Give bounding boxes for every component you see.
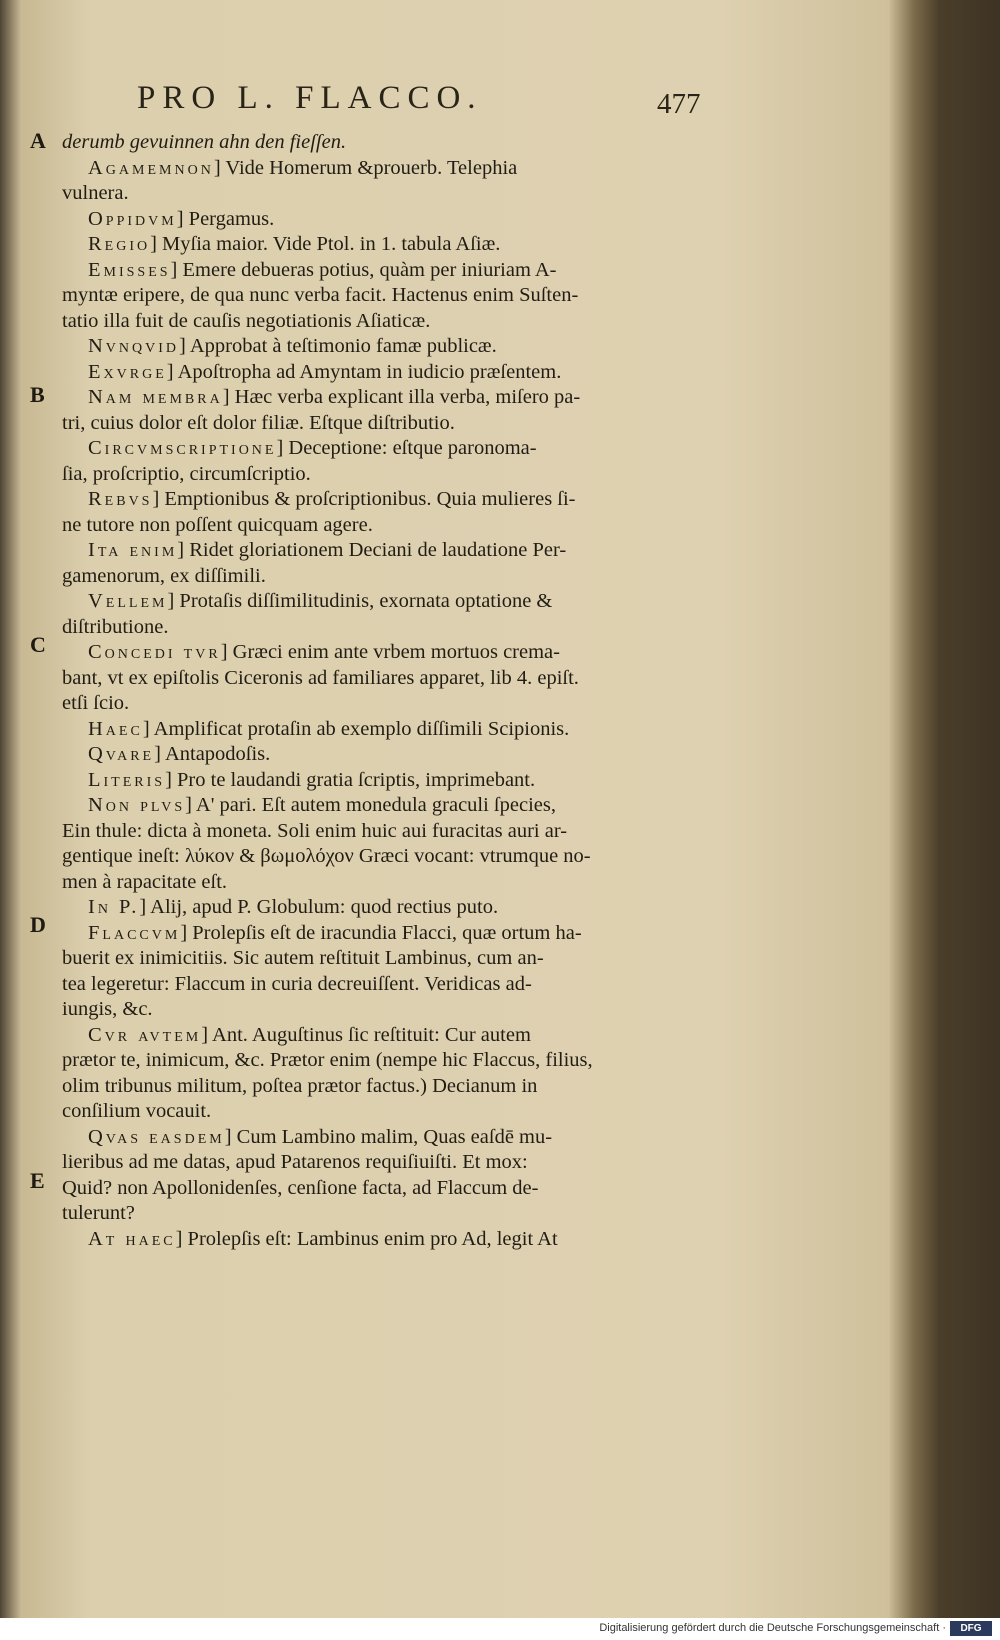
text-line [62, 436, 722, 462]
text-line: bant, vt ex epiſtolis Ciceronis ad familiares apparet, lib 4. epiſt. [62, 666, 579, 689]
text-line: myntæ eripere, de qua nunc verba facit. Hactenus enim Suſten- [62, 284, 579, 306]
lemma: Oppidvm [88, 207, 177, 230]
lemma: Emisses [88, 258, 171, 281]
lemma: Regio [88, 233, 151, 255]
lemma: Concedi tvr [88, 641, 221, 663]
text-line: etſi ſcio. [62, 692, 130, 714]
gloss: ] Emptionibus & proſcriptionibus. Quia mulieres ſi- [152, 488, 576, 510]
lemma: Exvrge [88, 360, 167, 383]
text-line: prætor te, inimicum, &c. Prætor enim (nempe hic Flaccus, filius, [62, 1049, 593, 1071]
lemma: Nvnqvid [88, 335, 180, 357]
margin-letter-a: A [30, 128, 46, 153]
text-line: tatio illa fuit de cauſis negotiationis Aſiaticæ. [62, 309, 431, 332]
text-line: tea legeretur: Flaccum in curia decreuiſſent. Veridicas ad- [62, 972, 532, 995]
digitization-footer [0, 1618, 1000, 1640]
text-line [62, 1023, 722, 1049]
gloss: ] A' pari. Eſt autem monedula graculi ſpecies, [185, 794, 556, 816]
text-line [62, 487, 722, 513]
funding-credit: Digitalisierung gefördert durch die Deutsche Forschungsgemeinschaft · [599, 1622, 946, 1634]
lemma: Cvr avtem [88, 1023, 202, 1046]
gloss: ] Emere debueras potius, quàm per iniuriam A- [170, 258, 557, 281]
lemma: Flaccvm [88, 921, 181, 944]
text-line: lieribus ad me datas, apud Patarenos requiſiuiſti. Et mox: [62, 1151, 528, 1173]
dfg-logo: DFG [950, 1621, 992, 1636]
lemma: Qvare [88, 743, 155, 765]
text-line: men à rapacitate eſt. [62, 870, 228, 893]
text-line: conſilium vocauit. [62, 1100, 212, 1122]
gloss: ] Græci enim ante vrbem mortuos crema- [220, 641, 560, 663]
book-page [22, 0, 890, 1618]
text-line: buerit ex inimicitiis. Sic autem reſtituit Lambinus, cum an- [62, 947, 544, 969]
margin-letter-e: E [30, 1168, 45, 1193]
lemma: Rebvs [88, 488, 153, 510]
margin-letter-b: B [30, 382, 45, 407]
gloss: ] Apoſtropha ad Amyntam in iudicio præſentem. [166, 360, 562, 383]
text-line [62, 1125, 722, 1151]
gloss: ] Protaſis diſſimilitudinis, exornata optatione & [167, 590, 553, 612]
gloss: ] Deceptione: eſtque paronoma- [276, 437, 537, 459]
lemma: In P. [88, 896, 140, 918]
text-line [62, 1227, 722, 1253]
text-line [62, 232, 722, 258]
text-line [62, 895, 722, 921]
gloss: ] Hæc verba explicant illa verba, miſero pa- [222, 386, 581, 408]
gloss: ] Ridet gloriationem Deciani de laudatione Per- [177, 539, 567, 561]
text-line [62, 921, 722, 947]
scan-background-edge [890, 0, 1000, 1618]
page-number: 477 [657, 88, 701, 120]
text-line [62, 742, 722, 768]
lemma: Circvmscriptione [88, 437, 277, 459]
text-line [62, 793, 722, 819]
lemma: Ita enim [88, 539, 178, 561]
gloss: ] Amplificat protaſin ab exemplo diſſimili Scipionis. [142, 717, 570, 740]
gloss: ] Approbat à teſtimonio famæ publicæ. [179, 335, 497, 357]
gloss: ] Vide Homerum &prouerb. Telephia [213, 156, 518, 179]
text-line [62, 768, 722, 794]
page-header [137, 80, 797, 130]
text-line: iungis, &c. [62, 998, 153, 1020]
text-line [62, 360, 722, 386]
lemma: Vellem [88, 590, 168, 612]
text-line: gentique ineſt: λύκον & βωμολόχον Græci vocant: vtrumque no- [62, 845, 591, 867]
lemma: Non plvs [88, 794, 186, 816]
margin-letter-d: D [30, 912, 46, 937]
lemma: Agamemnon [88, 156, 214, 179]
text-line: diſtributione. [62, 615, 169, 638]
text-line [62, 717, 722, 743]
text-line: tulerunt? [62, 1202, 135, 1224]
lemma: Literis [88, 768, 166, 791]
book-binding-edge [0, 0, 22, 1618]
gloss: ] Ant. Auguſtinus ſic reſtituit: Cur autem [201, 1023, 531, 1046]
gloss: ] Prolepſis eſt: Lambinus enim pro Ad, legit At [175, 1227, 558, 1250]
gloss: ] Cum Lambino malim, Quas eaſdē mu- [224, 1125, 553, 1148]
gloss: ] Pergamus. [176, 207, 275, 230]
lemma: Haec [88, 717, 143, 740]
lemma: At haec [88, 1227, 176, 1250]
text-line: Ein thule: dicta à moneta. Soli enim huic aui furacitas auri ar- [62, 819, 568, 842]
gloss: ] Pro te laudandi gratia ſcriptis, imprimebant. [165, 768, 536, 791]
margin-letter-c: C [30, 632, 46, 657]
lemma: Nam membra [88, 386, 223, 408]
commentary-text [62, 130, 722, 1252]
text-line: ne tutore non poſſent quicquam agere. [62, 513, 373, 536]
gloss: ] Antapodoſis. [154, 743, 271, 765]
text-line: olim tribunus militum, poſtea prætor factus.) Decianum in [62, 1074, 538, 1097]
running-title: PRO L. FLACCO. [137, 80, 483, 116]
text-line [62, 156, 722, 182]
text-line [62, 385, 722, 411]
gloss: ] Prolepſis eſt de iracundia Flacci, quæ ortum ha- [180, 921, 582, 944]
text-line: derumb gevuinnen ahn den fieſſen. [62, 131, 347, 153]
gloss: ] Alij, apud P. Globulum: quod rectius puto. [139, 896, 499, 918]
text-line: ſia, proſcriptio, circumſcriptio. [62, 462, 311, 485]
gloss: ] Myſia maior. Vide Ptol. in 1. tabula Aſiæ. [150, 233, 501, 255]
text-line [62, 334, 722, 360]
text-line: vulnera. [62, 182, 129, 204]
lemma: Qvas easdem [88, 1125, 225, 1148]
text-line [62, 589, 722, 615]
text-line [62, 640, 722, 666]
text-line [62, 207, 722, 233]
text-line [62, 538, 722, 564]
text-line: Quid? non Apollonidenſes, cenſione facta, ad Flaccum de- [62, 1176, 539, 1199]
text-line: tri, cuius dolor eſt dolor filiæ. Eſtque diſtributio. [62, 411, 455, 434]
text-line [62, 258, 722, 284]
text-line: gamenorum, ex diſſimili. [62, 564, 266, 587]
